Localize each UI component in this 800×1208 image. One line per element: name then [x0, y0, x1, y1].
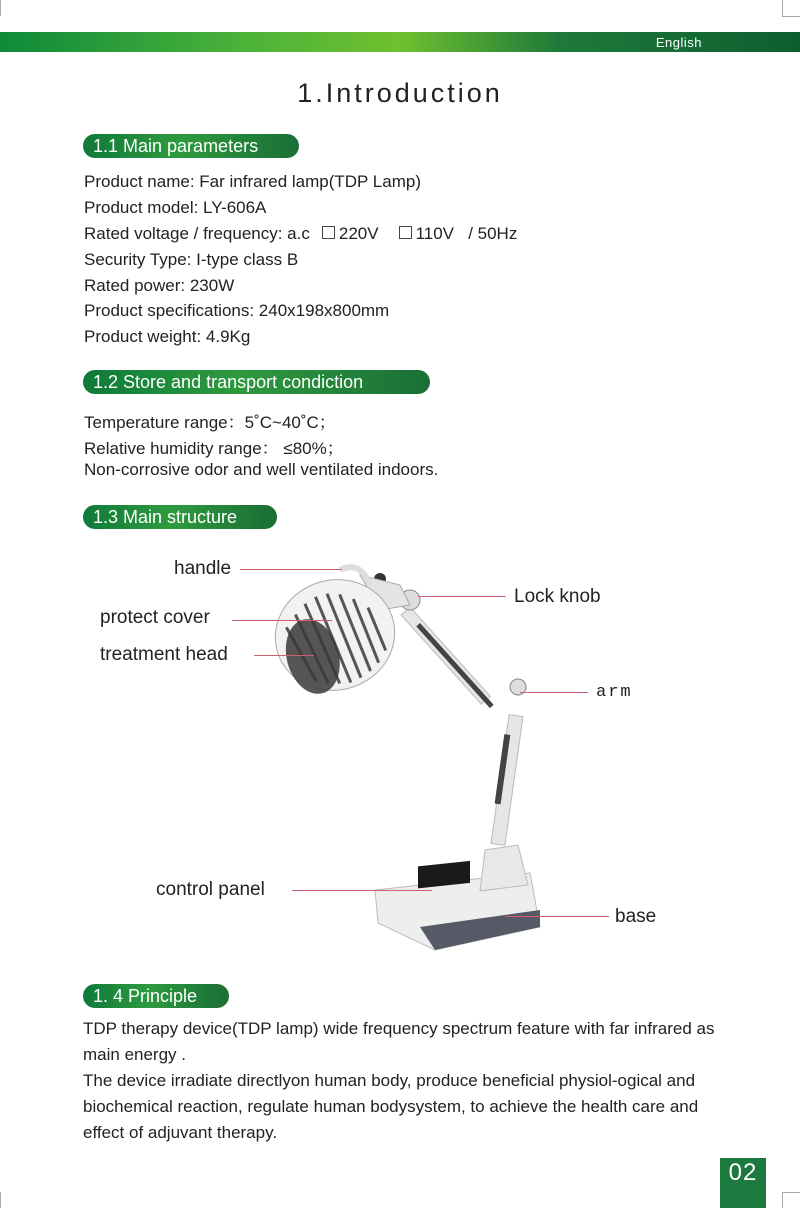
language-label: English — [655, 35, 702, 50]
security-type: Security Type: I-type class B — [84, 250, 299, 269]
page-number: 02 — [720, 1158, 766, 1208]
product-name: Product name: Far infrared lamp(TDP Lamp) — [84, 172, 421, 191]
label-handle: handle — [174, 558, 232, 579]
section-heading-principle: 1. 4 Principle — [83, 984, 229, 1008]
section-heading-main-structure: 1.3 Main structure — [83, 505, 277, 529]
rated-voltage-prefix: Rated voltage / frequency: a.c — [84, 224, 310, 243]
rated-power: Rated power: 230W — [84, 276, 235, 295]
leader-line-base — [505, 916, 609, 917]
humidity-range: Relative humidity range： ≤80%； — [84, 439, 344, 458]
principle-paragraph-1: TDP therapy device(TDP lamp) wide frequency spectrum feature with far infrared as main energy . — [83, 1019, 715, 1064]
leader-line-control-panel — [292, 890, 432, 891]
crop-mark — [782, 16, 800, 17]
product-weight: Product weight: 4.9Kg — [84, 327, 251, 346]
frequency: / 50Hz — [468, 224, 518, 243]
section-heading-main-parameters: 1.1 Main parameters — [83, 134, 299, 158]
leader-line-lock-knob — [418, 596, 506, 597]
principle-paragraph-2: The device irradiate directlyon human body, produce beneficial physiol-ogical and biochemical reaction, regulate human bodysystem, to achieve the health care and effect of adjuvant therapy. — [83, 1071, 699, 1142]
leader-line-treatment-head — [254, 655, 314, 656]
crop-mark — [0, 0, 1, 16]
voltage-option-110v: 110V — [415, 224, 455, 243]
section-heading-store-transport: 1.2 Store and transport condiction — [83, 370, 430, 394]
label-lock-knob: Lock knob — [514, 586, 601, 607]
leader-line-handle — [240, 569, 342, 570]
label-base: base — [615, 906, 657, 927]
checkbox-110v — [399, 226, 412, 239]
crop-mark — [782, 1192, 800, 1193]
label-protect-cover: protect cover — [100, 607, 210, 628]
label-arm: arm — [596, 683, 633, 702]
lamp-illustration — [260, 555, 560, 955]
crop-mark — [782, 0, 783, 16]
leader-line-arm — [520, 692, 588, 693]
leader-line-protect-cover — [232, 620, 332, 621]
product-model: Product model: LY-606A — [84, 198, 267, 217]
crop-mark — [782, 1192, 783, 1208]
checkbox-220v — [322, 226, 335, 239]
label-control-panel: control panel — [156, 879, 265, 900]
voltage-option-220v: 220V — [338, 224, 379, 243]
temperature-range: Temperature range：5˚C~40˚C； — [84, 413, 336, 432]
product-specifications: Product specifications: 240x198x800mm — [84, 301, 390, 320]
rated-voltage — [84, 224, 517, 244]
environment-note: Non-corrosive odor and well ventilated indoors. — [84, 460, 439, 479]
page-title: 1.Introduction — [297, 78, 503, 108]
label-treatment-head: treatment head — [100, 644, 228, 665]
header-bar — [0, 32, 800, 52]
crop-mark — [0, 1192, 1, 1208]
